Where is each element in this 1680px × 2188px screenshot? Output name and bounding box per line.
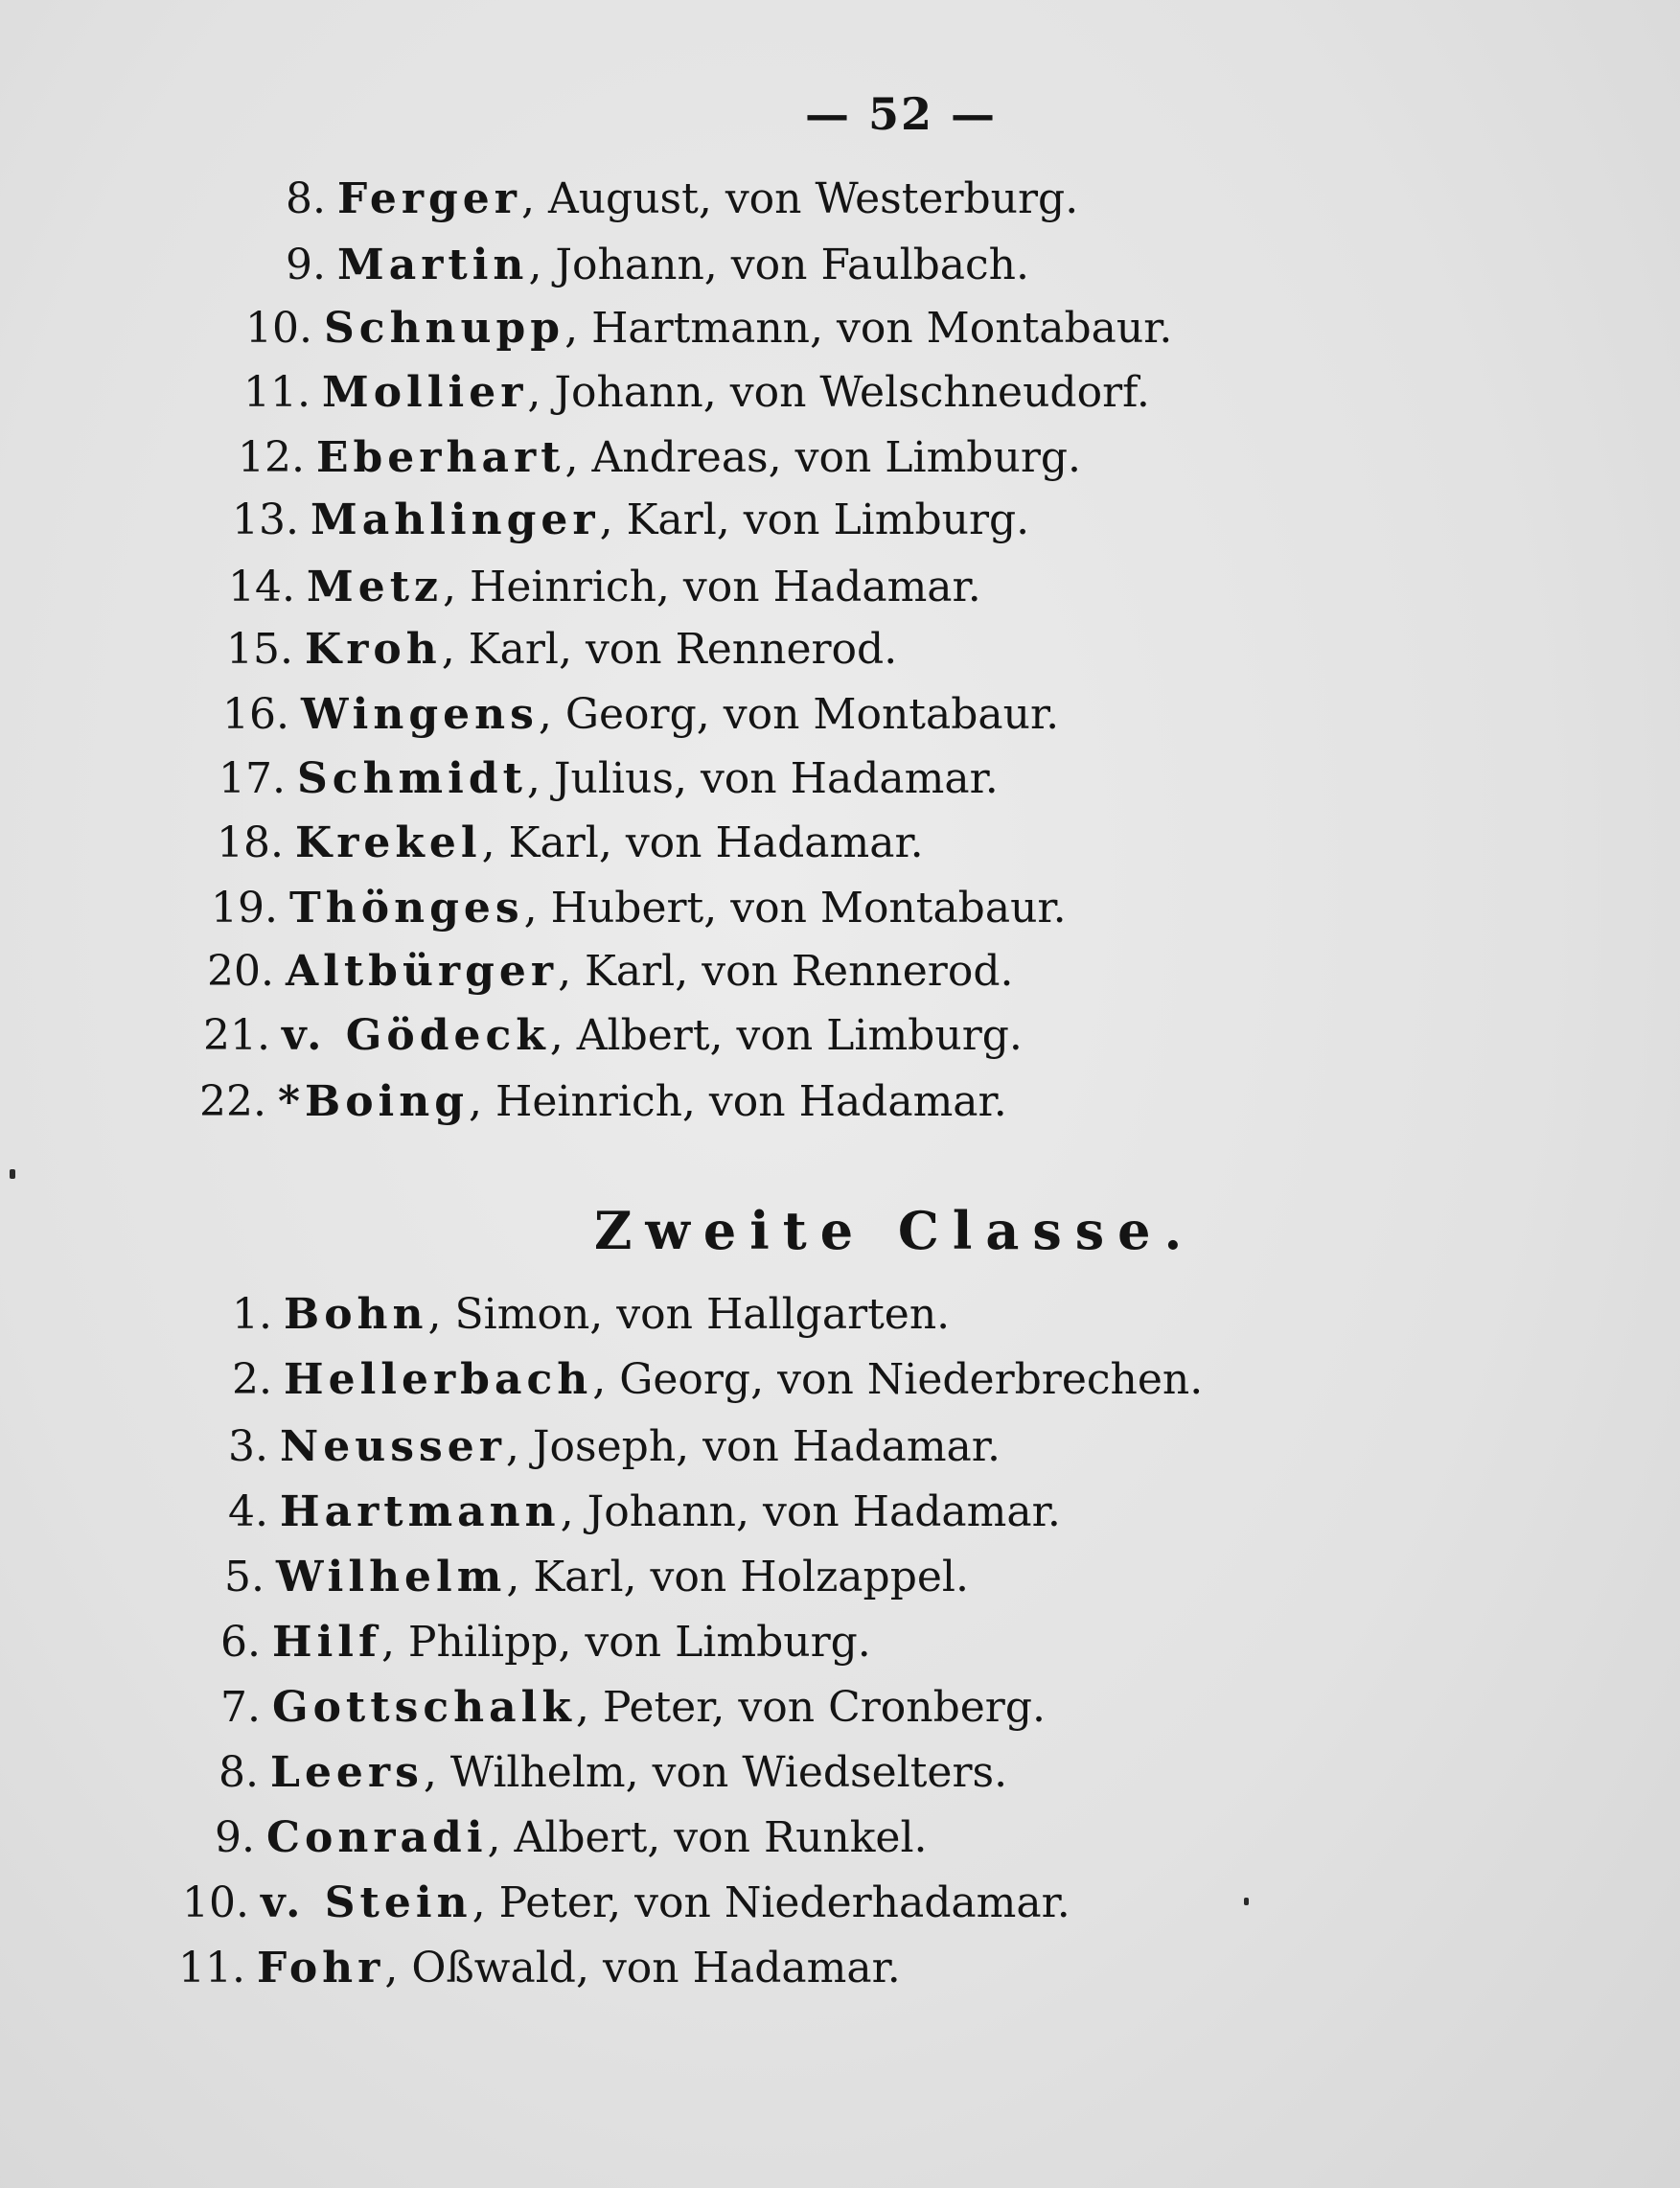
list-item: 21. v. Gödeck, Albert, von Limburg.: [184, 1015, 1023, 1057]
entry-first-name: Heinrich: [495, 1077, 682, 1126]
list-item: 10. v. Stein, Peter, von Niederhadamar.: [163, 1882, 1070, 1924]
list-item: 13. Mahlinger, Karl, von Limburg.: [213, 499, 1029, 541]
entry-surname: Hilf: [272, 1618, 381, 1667]
list-item: 7. Gottschalk, Peter, von Cronberg.: [174, 1687, 1046, 1729]
entry-origin: von Niederbrechen.: [777, 1355, 1204, 1404]
entry-number: 22.: [199, 1077, 266, 1126]
entry-number: 3.: [228, 1422, 268, 1471]
entry-origin: von Limburg.: [794, 433, 1081, 482]
list-item: 14. Metz, Heinrich, von Hadamar.: [209, 566, 981, 609]
entry-number: 11.: [178, 1944, 245, 1992]
entry-first-name: Karl: [468, 625, 559, 674]
entry-first-name: Peter: [602, 1683, 712, 1732]
entry-first-name: Simon: [454, 1290, 590, 1339]
entry-first-name: Karl: [508, 818, 599, 867]
entry-number: 7.: [220, 1683, 261, 1732]
list-item: 10. Schnupp, Hartmann, von Montabaur.: [226, 308, 1172, 350]
entry-surname: Hartmann: [280, 1487, 561, 1536]
ink-speck: [1244, 1898, 1249, 1905]
list-item: 22. *Boing, Heinrich, von Hadamar.: [180, 1081, 1007, 1123]
entry-first-name: Georg: [564, 690, 697, 739]
entry-number: 8.: [219, 1748, 259, 1797]
entry-surname: Kroh: [305, 625, 442, 674]
entry-surname: Wilhelm: [276, 1553, 507, 1601]
entry-first-name: Karl: [626, 495, 717, 544]
entry-number: 14.: [228, 563, 295, 611]
entry-surname: Ferger: [337, 174, 521, 223]
list-item: 2. Hellerbach, Georg, von Niederbrechen.: [186, 1359, 1203, 1401]
entry-first-name: Julius: [553, 754, 674, 803]
entry-first-name: Albert: [514, 1813, 648, 1862]
entry-origin: von Westerburg.: [725, 174, 1079, 223]
entry-origin: von Montabaur.: [723, 690, 1060, 739]
entry-first-name: Andreas: [591, 433, 769, 482]
entry-first-name: Hubert: [550, 884, 704, 933]
entry-number: 20.: [207, 947, 274, 996]
entry-number: 1.: [232, 1290, 272, 1339]
entry-origin: von Hallgarten.: [616, 1290, 951, 1339]
entry-origin: von Hadamar.: [700, 754, 999, 803]
entry-origin: von Hadamar.: [682, 563, 981, 611]
entry-number: 18.: [217, 818, 284, 867]
entry-origin: von Rennerod.: [585, 625, 898, 674]
entry-surname: Altbürger: [286, 947, 559, 996]
entry-origin: von Faulbach.: [730, 241, 1030, 289]
entry-surname: v. Stein: [261, 1878, 472, 1927]
list-item: 18. Krekel, Karl, von Hadamar.: [197, 822, 924, 864]
entry-number: 15.: [226, 625, 293, 674]
entry-number: 6.: [220, 1618, 261, 1667]
entry-number: 10.: [182, 1878, 249, 1927]
entry-surname: v. Gödeck: [282, 1011, 550, 1060]
entry-number: 2.: [232, 1355, 272, 1404]
entry-surname: Gottschalk: [272, 1683, 576, 1732]
entry-surname: Bohn: [284, 1290, 428, 1339]
entry-number: 5.: [224, 1553, 265, 1601]
entry-origin: von Holzappel.: [650, 1553, 969, 1601]
list-item: 1. Bohn, Simon, von Hallgarten.: [186, 1294, 950, 1336]
entry-origin: von Montabaur.: [837, 304, 1173, 353]
entry-number: 12.: [238, 433, 305, 482]
page-number: — 52 —: [804, 88, 998, 140]
list-item: 16. Wingens, Georg, von Montabaur.: [203, 694, 1059, 736]
list-item: 4. Hartmann, Johann, von Hadamar.: [182, 1491, 1061, 1533]
entry-surname: Thönges: [289, 884, 524, 933]
entry-number: 9.: [286, 241, 326, 289]
entry-first-name: Albert: [576, 1011, 710, 1060]
entry-first-name: Philipp: [407, 1618, 559, 1667]
entry-first-name: Peter: [498, 1878, 609, 1927]
entry-first-name: Georg: [619, 1355, 751, 1404]
entry-origin: von Welschneudorf.: [729, 368, 1150, 417]
entry-surname: Wingens: [301, 690, 539, 739]
entry-surname: Fohr: [257, 1944, 385, 1992]
entry-surname: Martin: [337, 241, 529, 289]
section-heading: Zweite Classe.: [594, 1200, 1196, 1261]
entry-origin: von Hadamar.: [708, 1077, 1007, 1126]
entry-first-name: Joseph: [532, 1422, 677, 1471]
entry-first-name: August: [547, 174, 699, 223]
entry-surname: Hellerbach: [284, 1355, 593, 1404]
entry-number: 16.: [222, 690, 289, 739]
entry-first-name: Karl: [533, 1553, 624, 1601]
entry-surname: Leers: [270, 1748, 424, 1797]
ink-speck: [10, 1169, 15, 1179]
entry-first-name: Johann: [555, 241, 704, 289]
entry-origin: von Rennerod.: [702, 947, 1014, 996]
entry-surname: Schnupp: [324, 304, 565, 353]
entry-first-name: Karl: [585, 947, 676, 996]
entry-first-name: Johann: [587, 1487, 736, 1536]
list-item: 20. Altbürger, Karl, von Rennerod.: [188, 951, 1013, 993]
list-item: 8. Ferger, August, von Westerburg.: [240, 178, 1078, 220]
list-item: 9. Conradi, Albert, von Runkel.: [169, 1817, 928, 1859]
entry-first-name: Hartmann: [591, 304, 811, 353]
list-item: 15. Kroh, Karl, von Rennerod.: [207, 629, 897, 671]
entry-origin: von Niederhadamar.: [634, 1878, 1070, 1927]
entry-first-name: Heinrich: [470, 563, 656, 611]
entry-surname: Schmidt: [297, 754, 527, 803]
list-item: 8. Leers, Wilhelm, von Wiedselters.: [173, 1752, 1007, 1794]
entry-number: 17.: [219, 754, 286, 803]
entry-number: 8.: [286, 174, 326, 223]
entry-first-name: Johann: [554, 368, 703, 417]
entry-number: 10.: [245, 304, 312, 353]
entry-number: 4.: [228, 1487, 268, 1536]
list-item: 3. Neusser, Joseph, von Hadamar.: [182, 1426, 1001, 1468]
entry-number: 13.: [232, 495, 299, 544]
entry-surname: Krekel: [295, 818, 482, 867]
entry-surname: Conradi: [266, 1813, 488, 1862]
list-item: 17. Schmidt, Julius, von Hadamar.: [199, 758, 999, 800]
entry-surname: Mahlinger: [311, 495, 600, 544]
list-item: 9. Martin, Johann, von Faulbach.: [240, 244, 1029, 287]
entry-origin: von Hadamar.: [762, 1487, 1061, 1536]
list-item: 11. Mollier, Johann, von Welschneudorf.: [224, 372, 1150, 414]
entry-origin: von Limburg.: [585, 1618, 871, 1667]
entry-origin: von Wiedselters.: [652, 1748, 1008, 1797]
entry-origin: von Runkel.: [674, 1813, 928, 1862]
list-item: 5. Wilhelm, Karl, von Holzappel.: [178, 1556, 969, 1599]
entry-origin: von Limburg.: [736, 1011, 1023, 1060]
entry-origin: von Cronberg.: [738, 1683, 1046, 1732]
entry-surname: Metz: [307, 563, 444, 611]
list-item: 12. Eberhart, Andreas, von Limburg.: [219, 437, 1081, 479]
entry-surname: Neusser: [280, 1422, 506, 1471]
entry-origin: von Hadamar.: [602, 1944, 901, 1992]
entry-first-name: Oßwald: [411, 1944, 576, 1992]
entry-surname: Mollier: [322, 368, 528, 417]
entry-origin: von Limburg.: [743, 495, 1030, 544]
entry-number: 9.: [215, 1813, 255, 1862]
list-item: 11. Fohr, Oßwald, von Hadamar.: [159, 1947, 901, 1990]
entry-origin: von Montabaur.: [730, 884, 1067, 933]
entry-number: 19.: [211, 884, 278, 933]
entry-number: 21.: [203, 1011, 270, 1060]
show-through-mark: [1054, 192, 1533, 230]
entry-number: 11.: [243, 368, 311, 417]
entry-first-name: Wilhelm: [449, 1748, 626, 1797]
list-item: 19. Thönges, Hubert, von Montabaur.: [192, 887, 1067, 930]
entry-surname: *Boing: [278, 1077, 470, 1126]
entry-origin: von Hadamar.: [702, 1422, 1001, 1471]
list-item: 6. Hilf, Philipp, von Limburg.: [174, 1622, 871, 1664]
entry-origin: von Hadamar.: [625, 818, 924, 867]
entry-surname: Eberhart: [316, 433, 565, 482]
